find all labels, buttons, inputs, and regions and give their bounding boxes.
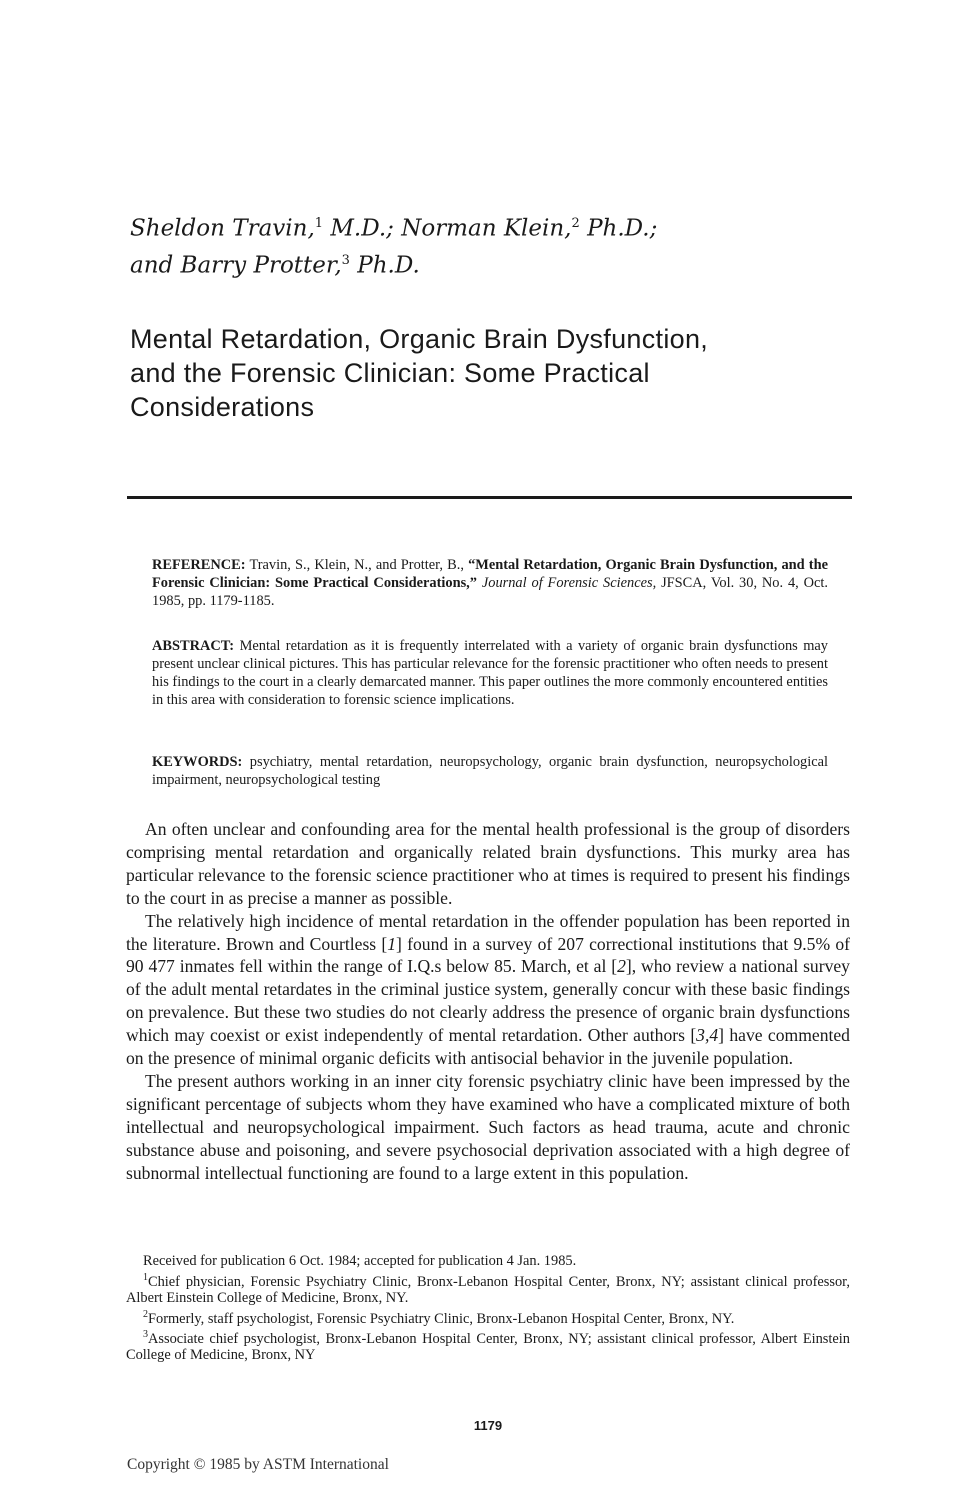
author-line-1 bbox=[130, 208, 850, 245]
keywords-text: psychiatry, mental retardation, neuropsychology, organic brain dysfunction, neuropsychological impairment, neuropsychological testing bbox=[152, 754, 828, 788]
citation-ref: 2 bbox=[617, 956, 626, 977]
reference-authors: Travin, S., Klein, N., and Protter, B., bbox=[249, 557, 464, 573]
footnote-marker: 3 bbox=[143, 1328, 148, 1340]
reference-citation: JFSCA, Vol. 30, No. 4, Oct. 1985, pp. 1179-1185. bbox=[152, 575, 829, 609]
keywords-block bbox=[152, 753, 828, 789]
title-line: Considerations bbox=[130, 392, 315, 422]
reference-label: REFERENCE: bbox=[152, 557, 246, 573]
footnote-marker: 1 bbox=[314, 216, 324, 231]
author-name: and Barry Protter, bbox=[130, 252, 342, 279]
paragraph: An often unclear and confounding area for the mental health professional is the group of disorders comprising mental retardation and organically related brain dysfunctions. This murky area has particular relevance to the forensic science practitioner who at times is required to present his findings to the court in as precise a manner as possible. bbox=[126, 819, 850, 908]
paragraph bbox=[126, 910, 850, 1070]
author-degree: Ph.D. bbox=[357, 252, 420, 279]
page-number: 1179 bbox=[473, 1418, 503, 1433]
received-note: Received for publication 6 Oct. 1984; accepted for publication 4 Jan. 1985. bbox=[143, 1253, 577, 1269]
article-title bbox=[130, 322, 850, 424]
author-degree: M.D.; bbox=[330, 215, 394, 242]
footnotes bbox=[126, 1253, 850, 1364]
paragraph-text: The relatively high incidence of mental retardation in the offender population has been reported in the literature. Brown and Courtless [ bbox=[126, 910, 850, 954]
footnote-text: Chief physician, Forensic Psychiatry Clinic, Bronx-Lebanon Hospital Center, Bronx, NY; assistant clinical professor, Albert Einstein College of Medicine, Bronx, NY. bbox=[126, 1273, 850, 1306]
copyright-notice: Copyright © 1985 by ASTM International bbox=[127, 1456, 389, 1473]
author-name: Sheldon Travin, bbox=[130, 215, 315, 242]
paragraph-text: ] found in a survey of 207 correctional institutions that 9.5% of 90 477 inmates fell within the range of I.Q.s below 85. March, et al [ bbox=[126, 933, 851, 977]
abstract-block bbox=[152, 637, 828, 709]
keywords-label: KEYWORDS: bbox=[152, 754, 243, 770]
paragraph-text: ], who review a national survey of the adult mental retardates in the criminal justice system, generally concur with these basic findings on prevalence. But these two studies do not clearly address the presence of organic brain dysfunctions which may coexist or exist independently of mental retardation. Other authors [ bbox=[126, 956, 850, 1046]
reference-journal: Journal of Forensic Sciences, bbox=[481, 575, 657, 591]
footnote-marker: 2 bbox=[143, 1308, 148, 1320]
author-degree: Ph.D.; bbox=[587, 215, 658, 242]
footnote bbox=[126, 1327, 850, 1364]
title-divider bbox=[127, 496, 852, 499]
author-line-2 bbox=[130, 245, 850, 282]
abstract-label: ABSTRACT: bbox=[152, 638, 235, 654]
paragraph-text: ] have commented on the presence of minimal organic deficits with antisocial behavior in the juvenile population. bbox=[126, 1025, 850, 1069]
footnote bbox=[126, 1270, 850, 1307]
author-block bbox=[130, 208, 850, 281]
author-name: Norman Klein, bbox=[401, 215, 572, 242]
paragraph: The present authors working in an inner city forensic psychiatry clinic have been impressed by the significant percentage of subjects whom they have examined who have a complicated mixture of both intellectual and neuropsychological impairment. Such factors as head trauma, acute and chronic substance abuse and poisoning, and severe psychosocial deprivation associated with a high degree of subnormal intellectual functioning are found to a large extent in this population. bbox=[126, 1070, 850, 1183]
footnote-marker: 3 bbox=[341, 252, 350, 268]
citation-ref: 1 bbox=[387, 933, 397, 954]
body-text bbox=[126, 818, 850, 1185]
footnote-marker: 1 bbox=[143, 1271, 148, 1283]
abstract-text: Mental retardation as it is frequently interrelated with a variety of organic brain dysfunctions may present unclear clinical pictures. This has particular relevance for the forensic practitioner who often needs to present his findings to the court in a clearly demarcated manner. This paper outlines the more commonly encountered entities in this area with consideration to forensic science implications. bbox=[152, 638, 828, 708]
footnote-marker: 2 bbox=[571, 216, 580, 231]
reference-article: “Mental Retardation, Organic Brain Dysfunction, and the Forensic Clinician: Some Practical Considerations,” bbox=[152, 557, 828, 591]
footnote bbox=[126, 1307, 850, 1327]
reference-block bbox=[152, 556, 828, 610]
footnote-text: Associate chief psychologist, Bronx-Lebanon Hospital Center, Bronx, NY; assistant clinical professor, Albert Einstein College of Medicine, Bronx, NY bbox=[126, 1330, 850, 1364]
title-line: Mental Retardation, Organic Brain Dysfunction, bbox=[130, 324, 709, 354]
footnote-text: Formerly, staff psychologist, Forensic Psychiatry Clinic, Bronx-Lebanon Hospital Center, Bronx, NY. bbox=[148, 1310, 735, 1327]
citation-ref: 3,4 bbox=[696, 1025, 719, 1046]
title-line: and the Forensic Clinician: Some Practical bbox=[130, 358, 650, 388]
